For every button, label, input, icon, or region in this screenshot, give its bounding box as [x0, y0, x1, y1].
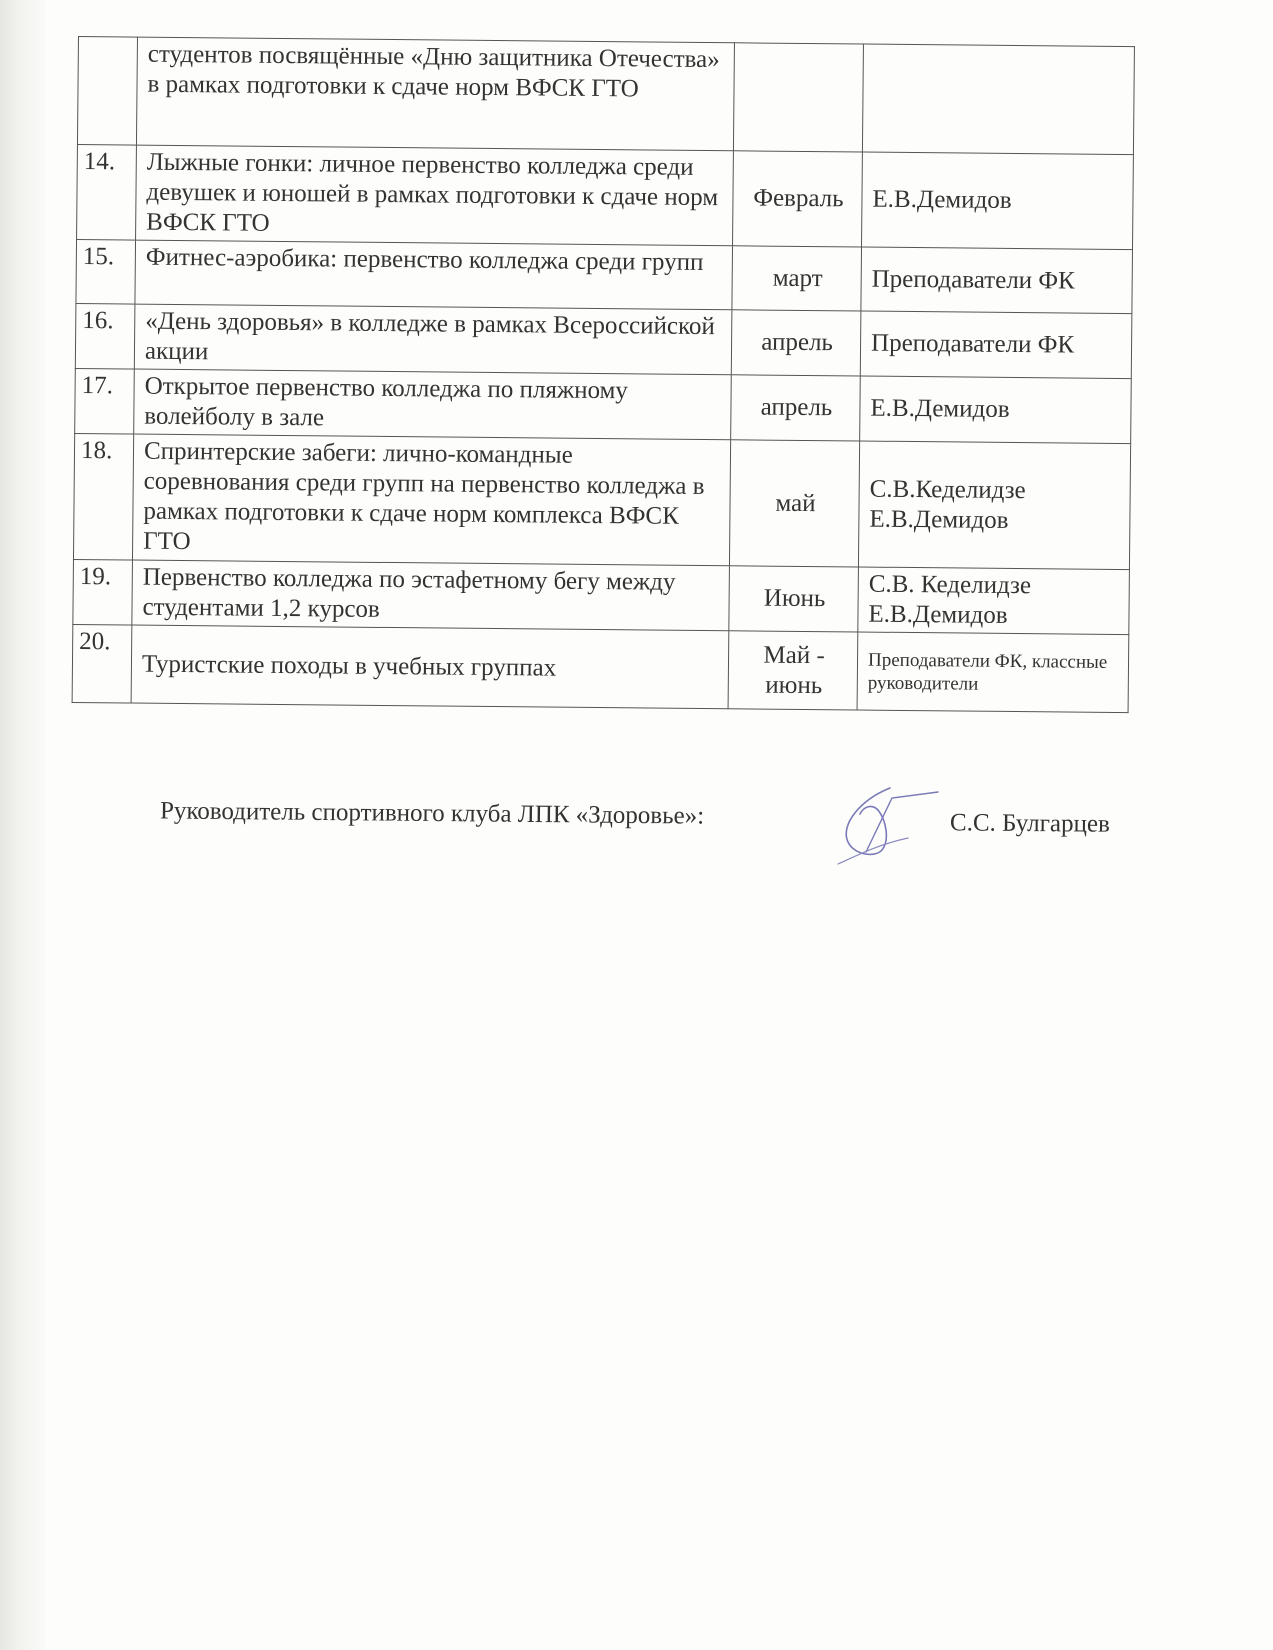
row-event: студентов посвящённые «Дню защитника Отечества» в рамках подготовки к сдаче норм ВФСК ГТО	[136, 37, 734, 151]
row-number: 17.	[75, 368, 135, 434]
row-number: 19.	[73, 559, 133, 625]
row-responsible: Е.В.Демидов	[862, 152, 1134, 250]
table-row	[77, 144, 1134, 249]
row-responsible: С.В.Кеделидзе Е.В.Демидов	[858, 441, 1130, 570]
row-event: «День здоровья» в колледже в рамках Всероссийской акции	[134, 304, 732, 375]
row-month: Июнь	[729, 566, 859, 632]
row-responsible	[862, 44, 1134, 155]
row-responsible: С.В. Кеделидзе Е.В.Демидов	[858, 567, 1130, 635]
events-table-wrapper	[72, 36, 1135, 713]
row-responsible: Преподаватели ФК	[860, 311, 1132, 379]
row-month	[733, 43, 863, 152]
row-responsible: Преподаватели ФК	[861, 247, 1133, 314]
row-number: 15.	[76, 239, 136, 304]
row-month: Февраль	[733, 151, 863, 247]
scan-edge-shadow	[0, 0, 46, 1650]
row-month: апрель	[731, 310, 861, 376]
events-table	[72, 36, 1135, 713]
table-row	[77, 37, 1134, 155]
row-event: Первенство колледжа по эстафетному бегу между студентами 1,2 курсов	[132, 560, 730, 631]
row-event: Открытое первенство колледжа по пляжному волейболу в зале	[134, 369, 732, 440]
row-month: Май - июнь	[728, 631, 858, 710]
table-row	[73, 559, 1130, 634]
table-row	[73, 433, 1130, 569]
row-event: Фитнес-аэробика: первенство колледжа среди групп	[135, 240, 733, 310]
row-event: Спринтерские забеги: лично-командные соревнования среди групп на первенство колледжа в рамках подготовки к сдаче норм комплекса ВФСК ГТО	[132, 434, 730, 566]
table-row	[72, 624, 1129, 712]
signer-role: Руководитель спортивного клуба ЛПК «Здоровье»:	[159, 797, 705, 830]
table-row	[75, 368, 1132, 443]
row-number: 14.	[77, 144, 137, 240]
table-row	[75, 303, 1132, 378]
row-number: 18.	[73, 433, 133, 560]
row-event: Туристские походы в учебных группах	[131, 625, 729, 709]
row-month: май	[729, 440, 859, 567]
row-number: 20.	[72, 624, 132, 703]
handwritten-signature	[820, 780, 940, 870]
row-responsible: Преподаватели ФК, классные руководители	[857, 632, 1129, 713]
table-row	[76, 239, 1133, 313]
signer-name: С.С. Булгарцев	[949, 809, 1110, 838]
row-number	[77, 37, 137, 146]
row-month: март	[732, 246, 862, 311]
row-event: Лыжные гонки: личное первенство колледжа среди девушек и юношей в рамках подготовки к сдаче норм ВФСК ГТО	[136, 145, 734, 246]
row-number: 16.	[75, 303, 135, 369]
row-responsible: Е.В.Демидов	[860, 376, 1132, 444]
row-month: апрель	[731, 375, 861, 441]
